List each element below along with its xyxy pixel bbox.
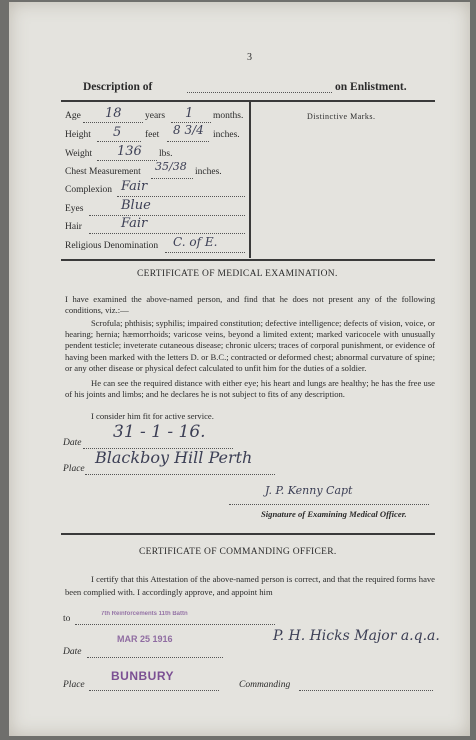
- top-rule: [61, 100, 435, 102]
- medical-conditions: Scrofula; phthisis; syphilis; impaired constitution; defective intelligence; defects of vision, voice, or hearing; hernia; hæmorrhoids; varicose veins, beyond a limited extent; marked varicocele with unusually pendent testicle; inveterate cutaneous disease; chronic ulcers; traces of corporal punishment, or evidence of having been marked with the letters D. or B.C.; contracted or deformed chest; abnormal curvature of spine; or any other disease or physical defect calculated to unfit him for the duties of a soldier.: [65, 318, 435, 373]
- weight-blank: [97, 160, 157, 161]
- medical-place-label: Place: [63, 464, 85, 474]
- appoint-to-stamp: 7th Reinforcements 11th Battn: [101, 611, 188, 617]
- chest-blank: [151, 178, 193, 179]
- age-months-value: 1: [185, 106, 194, 121]
- commanding-date-blank: [87, 657, 223, 658]
- eyes-label: Eyes: [65, 204, 84, 214]
- distinctive-marks-label: Distinctive Marks.: [307, 112, 376, 121]
- commanding-label: Commanding: [239, 680, 291, 690]
- inches-label: inches.: [213, 130, 240, 140]
- commanding-place-label: Place: [63, 680, 85, 690]
- commanding-blank: [299, 690, 433, 691]
- hair-blank: [89, 233, 245, 234]
- height-inches-value: 8 3/4: [173, 123, 204, 137]
- date-stamp: MAR 25 1916: [117, 634, 173, 644]
- age-label: Age: [65, 111, 81, 121]
- height-feet-blank: [97, 141, 141, 142]
- height-feet-value: 5: [113, 125, 122, 140]
- commanding-date-label: Date: [63, 647, 82, 657]
- religion-value: C. of E.: [173, 235, 218, 249]
- medical-fit: I consider him fit for active service.: [91, 411, 214, 421]
- height-label: Height: [65, 130, 91, 140]
- medical-signature: J. P. Kenny Capt: [265, 484, 353, 497]
- age-years-blank: [83, 122, 143, 123]
- complexion-value: Fair: [121, 179, 148, 194]
- chest-inches-label: inches.: [195, 167, 222, 177]
- medical-date-value: 31 - 1 - 16.: [113, 422, 206, 442]
- header-left: Description of: [83, 81, 153, 93]
- header-right: on Enlistment.: [335, 81, 407, 93]
- appoint-to-label: to: [63, 614, 71, 624]
- header-blank: [187, 92, 332, 93]
- eyes-blank: [89, 215, 245, 216]
- column-divider: [249, 101, 251, 258]
- feet-label: feet: [145, 130, 160, 140]
- page-number: 3: [247, 52, 252, 63]
- complexion-label: Complexion: [65, 185, 112, 195]
- religion-label: Religious Denomination: [65, 241, 159, 251]
- commanding-title: CERTIFICATE OF COMMANDING OFFICER.: [139, 547, 337, 557]
- attestation-page: [9, 2, 470, 736]
- years-label: years: [145, 111, 166, 121]
- hair-label: Hair: [65, 222, 82, 232]
- medical-signature-blank: [229, 504, 429, 505]
- commanding-place-blank: [89, 690, 219, 691]
- hair-value: Fair: [121, 216, 148, 231]
- mid-rule: [61, 259, 435, 261]
- height-inches-blank: [167, 141, 209, 142]
- medical-place-value: Blackboy Hill Perth: [95, 448, 253, 467]
- chest-label: Chest Measurement: [65, 167, 141, 177]
- commanding-text: I certify that this Attestation of the above-named person is correct, and that the required forms have been complied with. I accordingly approve, and appoint him: [65, 574, 435, 597]
- medical-signature-caption: Signature of Examining Medical Officer.: [261, 509, 407, 519]
- eyes-value: Blue: [121, 198, 151, 213]
- place-stamp: BUNBURY: [111, 669, 175, 683]
- weight-value: 136: [117, 144, 142, 159]
- medical-title: CERTIFICATE OF MEDICAL EXAMINATION.: [137, 269, 338, 279]
- religion-blank: [165, 252, 245, 253]
- age-years-value: 18: [105, 106, 122, 121]
- appoint-to-blank: [75, 624, 275, 625]
- weight-label: Weight: [65, 149, 93, 159]
- chest-value: 35/38: [155, 160, 187, 173]
- lower-rule: [61, 533, 435, 535]
- medical-place-blank: [85, 474, 275, 475]
- medical-intro: I have examined the above-named person, and find that he does not present any of the following conditions, viz.:—: [65, 294, 435, 316]
- complexion-blank: [117, 196, 245, 197]
- medical-vision: He can see the required distance with either eye; his heart and lungs are healthy; he has the free use of his joints and limbs; and he declares he is not subject to fits of any description.: [65, 378, 435, 400]
- medical-date-label: Date: [63, 438, 82, 448]
- commanding-signature: P. H. Hicks Major a.q.a.: [273, 628, 440, 644]
- lbs-label: lbs.: [159, 149, 173, 159]
- months-label: months.: [213, 111, 244, 121]
